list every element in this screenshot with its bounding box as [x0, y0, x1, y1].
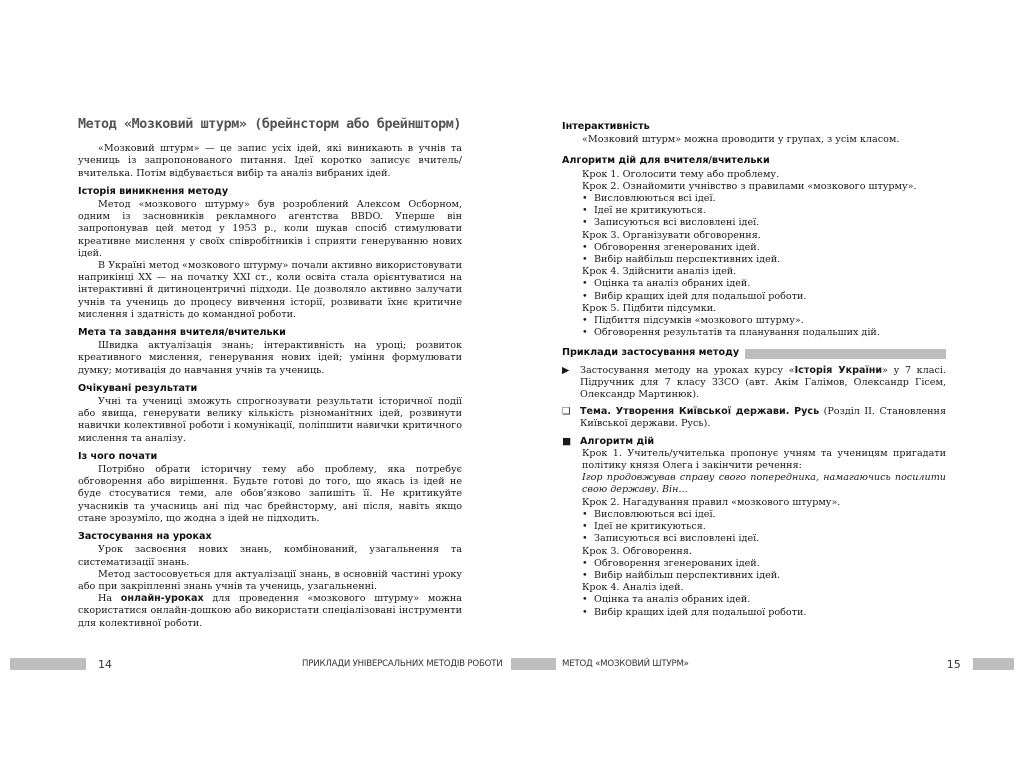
page-number: 14 — [98, 657, 112, 671]
example-text-start: Застосування методу на уроках курсу « — [580, 364, 795, 376]
step-item: Крок 2. Ознайомити учнівство з правилами «мозкового штурму». — [582, 180, 917, 192]
topic-text — [580, 406, 946, 430]
goals-paragraph: Швидка актуалізація знань; інтерактивність на уроці; розвиток креативного мислення, генерування нових ідей; уміння формулювати думку; мотивація до навчання учнів та учениць. — [78, 340, 462, 376]
right-column — [562, 121, 946, 619]
page-number: 15 — [946, 657, 961, 671]
topic-item — [562, 406, 946, 430]
start-heading: Із чого почати — [78, 450, 158, 462]
step-item: Крок 3. Обговорення. — [582, 545, 692, 557]
interactivity-paragraph: «Мозковий штурм» можна проводити у групах, з усім класом. — [582, 134, 900, 146]
bullet-item: • Вибір кращих ідей для подальшої роботи. — [562, 291, 946, 303]
topic-bold: Тема. Утворення Київської держави. Русь — [580, 406, 820, 418]
usage-heading: Застосування на уроках — [78, 531, 212, 543]
bullet-item: • Вибір найбільш перспективних ідей. — [562, 254, 946, 266]
bullet-item: • Висловлюються всі ідеї. — [562, 509, 946, 521]
example-text-end: » у 7 класі. Підручник для 7 класу ЗЗСО (авт. Акім Галімов, Олександр Гісем, Олександр Мартинюк). — [580, 364, 946, 401]
interactivity-heading: Інтерактивність — [562, 121, 650, 132]
running-header: МЕТОД «МОЗКОВИЙ ШТУРМ» — [562, 659, 689, 669]
intro-paragraph: «Мозковий штурм» — це запис усіх ідей, які виникають в учнів та учениць із запропонованого питання. Ідеї коротко записує вчитель/вчителька. Потім відбувається вибір та аналіз вибраних ідей. — [78, 143, 462, 179]
square-icon: ■ — [562, 435, 572, 447]
bullet-item: • Обговорення згенерованих ідей. — [562, 242, 946, 254]
algorithm-list — [562, 169, 946, 340]
step-item: Крок 1. Оголосити тему або проблему. — [582, 168, 780, 180]
bullet-item: • Обговорення результатів та планування подальших дій. — [562, 327, 946, 339]
triangle-icon: ▶ — [562, 364, 570, 376]
usage-p3-end: для проведення «мозкового штурму» можна скористатися онлайн-дошкою або використати спеціалізовані інструменти для колективної роботи. — [78, 593, 462, 629]
bullet-item: • Записуються всі висловлені ідеї. — [562, 217, 946, 229]
results-paragraph: Учні та учениці зможуть спрогнозувати результати історичної події або явища, генерувати велику кількість різноманітних ідей, розвинути навички колективної роботи і комунікації, поліпшити навички критичного мислення та аналізу. — [78, 396, 462, 444]
results-heading: Очікувані результати — [78, 382, 198, 394]
bullet-item: • Обговорення згенерованих ідей. — [562, 558, 946, 570]
algorithm-subheading: Алгоритм дій — [580, 435, 655, 447]
footer-bar — [973, 658, 1014, 670]
history-heading: Історія виникнення методу — [78, 185, 229, 197]
page-title: Метод «Мозковий штурм» (брейнсторм або брейншторм) — [78, 117, 462, 132]
left-footer — [0, 657, 512, 671]
usage-paragraph-2: Метод застосовується для актуалізації знань, в основній частині уроку або при закріпленні знань учнів та учениць, узагальненні. — [78, 568, 462, 592]
bullet-item: • Записуються всі висловлені ідеї. — [562, 533, 946, 545]
usage-paragraph-1: Урок засвоєння нових знань, комбінований, узагальнення та систематизації знань. — [78, 544, 462, 568]
footer-bar — [10, 658, 86, 670]
bullet-item: • Ідеї не критикуються. — [562, 521, 946, 533]
left-column — [78, 116, 462, 630]
topic-text-end: (Розділ ІІ. Становлення Київської держави. Русь). — [580, 406, 946, 430]
example-bold: Історія України — [794, 364, 883, 376]
history-paragraph-1: Метод «мозкового штурму» був розроблений Алексом Осборном, одним із засновників рекламного агентства BBDO. Уперше він запропонував цей метод у 1953 р., коли шукав спосіб стимулювати креативне мислення у своїх співробітників і сприяти генеруванню нових ідей. — [78, 199, 462, 259]
step-item: Крок 4. Аналіз ідей. — [582, 582, 684, 594]
bullet-item: • Вибір кращих ідей для подальшої роботи. — [562, 607, 946, 619]
step-item: Крок 2. Нагадування правил «мозкового штурму». — [582, 496, 841, 508]
algorithm-item — [562, 436, 946, 448]
bullet-item: • Підбиття підсумків «мозкового штурму». — [562, 315, 946, 327]
examples-header — [562, 347, 946, 359]
example-italic: Ігор продовжував справу свого попередника, намагаючись посилити свою державу. Він... — [582, 472, 946, 496]
checkbox-icon: ❏ — [562, 406, 571, 418]
goals-heading: Мета та завдання вчителя/вчительки — [78, 327, 286, 339]
bullet-item: • Вибір найбільш перспективних ідей. — [562, 570, 946, 582]
algorithm-heading: Алгоритм дій для вчителя/вчительки — [562, 155, 770, 167]
usage-p3-start: На — [98, 593, 121, 605]
start-paragraph: Потрібно обрати історичну тему або проблему, яка потребує обговорення або вирішення. Будьте готові до того, що якась із ідей не буде стосуватися теми, але обов’язково запишіть її. Не критикуйте учасників та учасниць ані під час брейнсторму, ані після, навіть якщо стане зрозуміло, що жодна з ідей не підходить. — [78, 464, 462, 524]
bullet-item: • Оцінка та аналіз обраних ідей. — [562, 594, 946, 606]
step-item: Крок 4. Здійснити аналіз ідей. — [582, 266, 737, 278]
heading-bar — [745, 349, 946, 359]
history-paragraph-2: В Україні метод «мозкового штурму» почали активно використовувати наприкінці XX — на початку XXI ст., коли освіта стала орієнтуватися на інтерактивні й дитиноцентричні підходи. Це дозволяло активно залучати учнів та учениць до процесу вивчення історії, розвивати їхнє критичне мислення і здатність до командної роботи. — [78, 260, 462, 320]
algorithm-item-text — [580, 436, 946, 448]
examples-heading: Приклади застосування методу — [562, 347, 740, 359]
bullet-item: • Оцінка та аналіз обраних ідей. — [562, 278, 946, 290]
usage-paragraph-3 — [78, 593, 462, 630]
example-text — [580, 365, 946, 402]
step-item: Крок 5. Підбити підсумки. — [582, 302, 717, 314]
bullet-item: • Ідеї не критикуються. — [562, 205, 946, 217]
right-page — [512, 0, 1024, 768]
example-steps-list — [562, 497, 946, 619]
step-item: Крок 3. Організувати обговорення. — [582, 229, 761, 241]
example-item — [562, 365, 946, 402]
running-header: ПРИКЛАДИ УНІВЕРСАЛЬНИХ МЕТОДІВ РОБОТИ — [302, 659, 503, 669]
bullet-item: • Висловлюються всі ідеї. — [562, 193, 946, 205]
usage-p3-bold: онлайн-уроках — [120, 593, 204, 605]
right-footer — [512, 657, 1024, 671]
footer-bar — [512, 658, 556, 670]
example-step-1: Крок 1. Учитель/учителька пропонує учням та ученицям пригадати політику князя Олега і закінчити речення: — [582, 447, 946, 472]
